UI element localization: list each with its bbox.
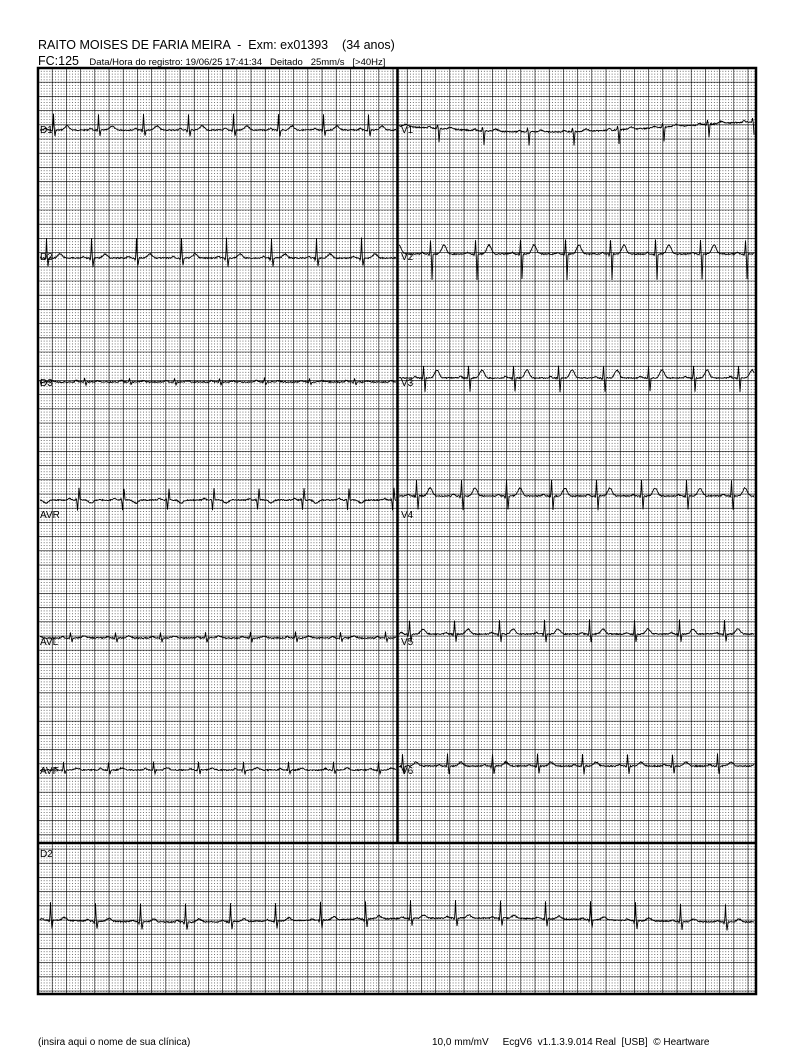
lead-label-avl: AVL xyxy=(40,637,59,648)
lead-label-rhythm: D2 xyxy=(40,849,53,860)
patient-title: RAITO MOISES DE FARIA MEIRA - Exm: ex01393 (34 anos) xyxy=(38,38,395,52)
lead-label-d2: D2 xyxy=(40,252,53,263)
lead-label-d1: D1 xyxy=(40,125,53,136)
clinic-name: (insira aqui o nome de sua clínica) xyxy=(38,1037,191,1048)
heart-rate: FC:125 xyxy=(38,54,79,68)
record-details: Data/Hora do registro: 19/06/25 17:41:34 Deitado 25mm/s [>40Hz] xyxy=(89,57,386,68)
lead-label-avr: AVR xyxy=(40,510,60,521)
lead-label-v2: V2 xyxy=(401,252,414,263)
lead-label-v5: V5 xyxy=(401,637,414,648)
lead-label-avf: AVF xyxy=(40,766,59,777)
lead-label-v1: V1 xyxy=(401,125,414,136)
device-info: 10,0 mm/mV EcgV6 v1.1.3.9.014 Real [USB] © Heartware xyxy=(432,1037,710,1048)
lead-label-d3: D3 xyxy=(40,378,53,389)
lead-label-v6: V6 xyxy=(401,766,414,777)
lead-label-v4: V4 xyxy=(401,510,414,521)
lead-label-v3: V3 xyxy=(401,378,414,389)
